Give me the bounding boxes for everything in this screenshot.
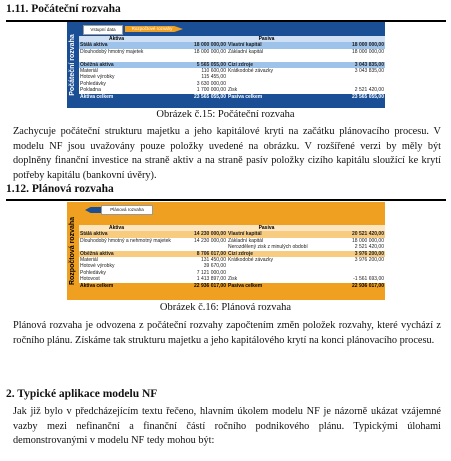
table-cell: 2 521 420,00 [354, 244, 384, 251]
table-cell: 23 565 055,00 [194, 93, 226, 100]
table-cell: 5 565 055,00 [196, 61, 226, 68]
table-cell: -1 561 693,00 [353, 276, 384, 283]
table-cell: Cizí zdroje [228, 250, 254, 257]
table-cell: 8 706 017,00 [196, 250, 226, 257]
table-cell: 18 000 000,00 [352, 42, 384, 49]
table-cell: 18 000 000,00 [194, 48, 226, 55]
table-cell: 3 976 200,00 [354, 250, 384, 257]
paragraph-initial-balance: Zachycuje počáteční strukturu majetku a jeho kapitálové kryti na začátku plánovacího procesu. V modelu NF jsou uvažovány pouze položky uvedené na obrázku. V rozšířené verzi by měly být doplněny finanční investice na straně aktiv a na straně pasív položky cizího kapitálu sloužící ke krytí potřeby kapitálu (bankovní úvěry). [13, 126, 441, 182]
table-cell: Oběžná aktiva [80, 250, 114, 257]
table-cell: 1 700 000,00 [196, 87, 226, 94]
table-cell: Materiál [80, 256, 98, 263]
table-cell: Pokladna [80, 87, 101, 94]
table-cell: 3 043 835,00 [354, 61, 384, 68]
table-cell: 39 670,00 [203, 263, 226, 270]
table-cell: Materiál [80, 67, 98, 74]
table-cell: Pasiva celkem [228, 93, 263, 100]
legend-arrow-icon [85, 207, 101, 213]
table-cell: 22 936 017,00 [352, 282, 384, 289]
table-cell: Hotové výrobky [80, 74, 115, 81]
table-cell: 3 043 835,00 [354, 67, 384, 74]
table-cell: 3 630 000,00 [196, 80, 226, 87]
initial-balance-sheet-table [67, 22, 385, 108]
legend-input-data: Vstupní data [83, 25, 123, 35]
section-heading-1-12: 1.12. Plánová rozvaha [6, 183, 114, 195]
heading-rule [6, 199, 446, 201]
legend-budget-balance: Rozpočtové rozvahy [131, 26, 173, 31]
paragraph-planned-balance: Plánová rozvaha je odvozena z počáteční rozvahy započtením změn položek rozvahy, které vychází z ročního plánu. Získáme tak strukturu majetku a jeho kapitálového krytí na konci plánovacího procesu. [13, 320, 441, 346]
table-cell: 3 976 200,00 [354, 256, 384, 263]
table-cell: 18 000 000,00 [194, 42, 226, 49]
table-total-row [79, 283, 385, 289]
table-cell: Dlouhodobý hmotný a nehmotný majetek [80, 237, 171, 244]
table-cell: Cizí zdroje [228, 61, 254, 68]
legend-planned-balance: Plánová rozvaha [101, 205, 153, 215]
table-cell: 18 000 000,00 [352, 48, 384, 55]
table-cell: 7 121 000,00 [196, 269, 226, 276]
table-cell: 22 936 017,00 [194, 282, 226, 289]
caption-figure-15: Obrázek č.15: Počáteční rozvaha [156, 109, 295, 120]
table-cell: Pohledávky [80, 80, 106, 87]
table-cell: Krátkodobé závazky [228, 67, 274, 74]
table-cell: Hotové výrobky [80, 263, 115, 270]
table-cell: Aktiva celkem [80, 93, 114, 100]
table-cell: 1 413 897,00 [196, 276, 226, 283]
table-cell: 115 455,00 [201, 74, 226, 81]
table-cell: Oběžná aktiva [80, 61, 114, 68]
table-cell: Pasiva [258, 36, 275, 42]
table-cell: 110 600,00 [201, 67, 226, 74]
planned-balance-sheet-table [67, 202, 385, 300]
table-cell: Dlouhodobý hmotný majetek [80, 48, 144, 55]
table-total-row [79, 94, 385, 100]
caption-figure-16: Obrázek č.16: Plánová rozvaha [159, 302, 292, 313]
table-cell: 20 521 420,00 [352, 231, 384, 238]
table-cell: Pasiva [258, 225, 275, 231]
table-cell: Pasiva celkem [228, 282, 263, 289]
table-cell: Hotovost [80, 276, 100, 283]
table-cell: Zisk [228, 87, 238, 94]
table-grid [79, 36, 385, 100]
paragraph-applications: Jak již bylo v předcházejícím textu řečeno, hlavním úkolem modelu NF je názorně ukázat vzájemné vazby mezi nefinanční a finanční částí ročního podnikového plánu. Typickými úlohami demonstrovanými v modelu NF tedy mohou být: [13, 406, 441, 447]
table-side-label: Rozpočtová rozvaha [68, 216, 76, 286]
table-cell: Stálá aktiva [80, 231, 108, 238]
table-cell: Základní kapitál [228, 237, 264, 244]
table-grid [79, 225, 385, 289]
table-cell: 18 000 000,00 [352, 237, 384, 244]
table-cell: Základní kapitál [228, 48, 264, 55]
table-cell: Vlastní kapitál [228, 42, 262, 49]
section-heading-1-11: 1.11. Počáteční rozvaha [6, 3, 121, 15]
table-cell: Aktiva [108, 225, 124, 231]
table-cell: Stálá aktiva [80, 42, 108, 49]
section-heading-2: 2. Typické aplikace modelu NF [6, 388, 158, 400]
table-cell: Aktiva celkem [80, 282, 114, 289]
table-cell: Aktiva [108, 36, 124, 42]
table-cell: Nerozdělený zisk z minulých období [228, 244, 308, 251]
table-side-label: Počáteční rozvaha [68, 34, 76, 96]
table-cell: 23 565 055,00 [352, 93, 384, 100]
table-cell: Pohledávky [80, 269, 106, 276]
table-cell: Vlastní kapitál [228, 231, 262, 238]
table-cell: 131 450,00 [200, 256, 226, 263]
table-cell: 14 230 000,00 [194, 237, 226, 244]
table-cell: 14 230 000,00 [194, 231, 226, 238]
table-cell: 2 521 420,00 [354, 87, 384, 94]
table-cell: Zisk [228, 276, 238, 283]
table-cell: Krátkodobé závazky [228, 256, 274, 263]
